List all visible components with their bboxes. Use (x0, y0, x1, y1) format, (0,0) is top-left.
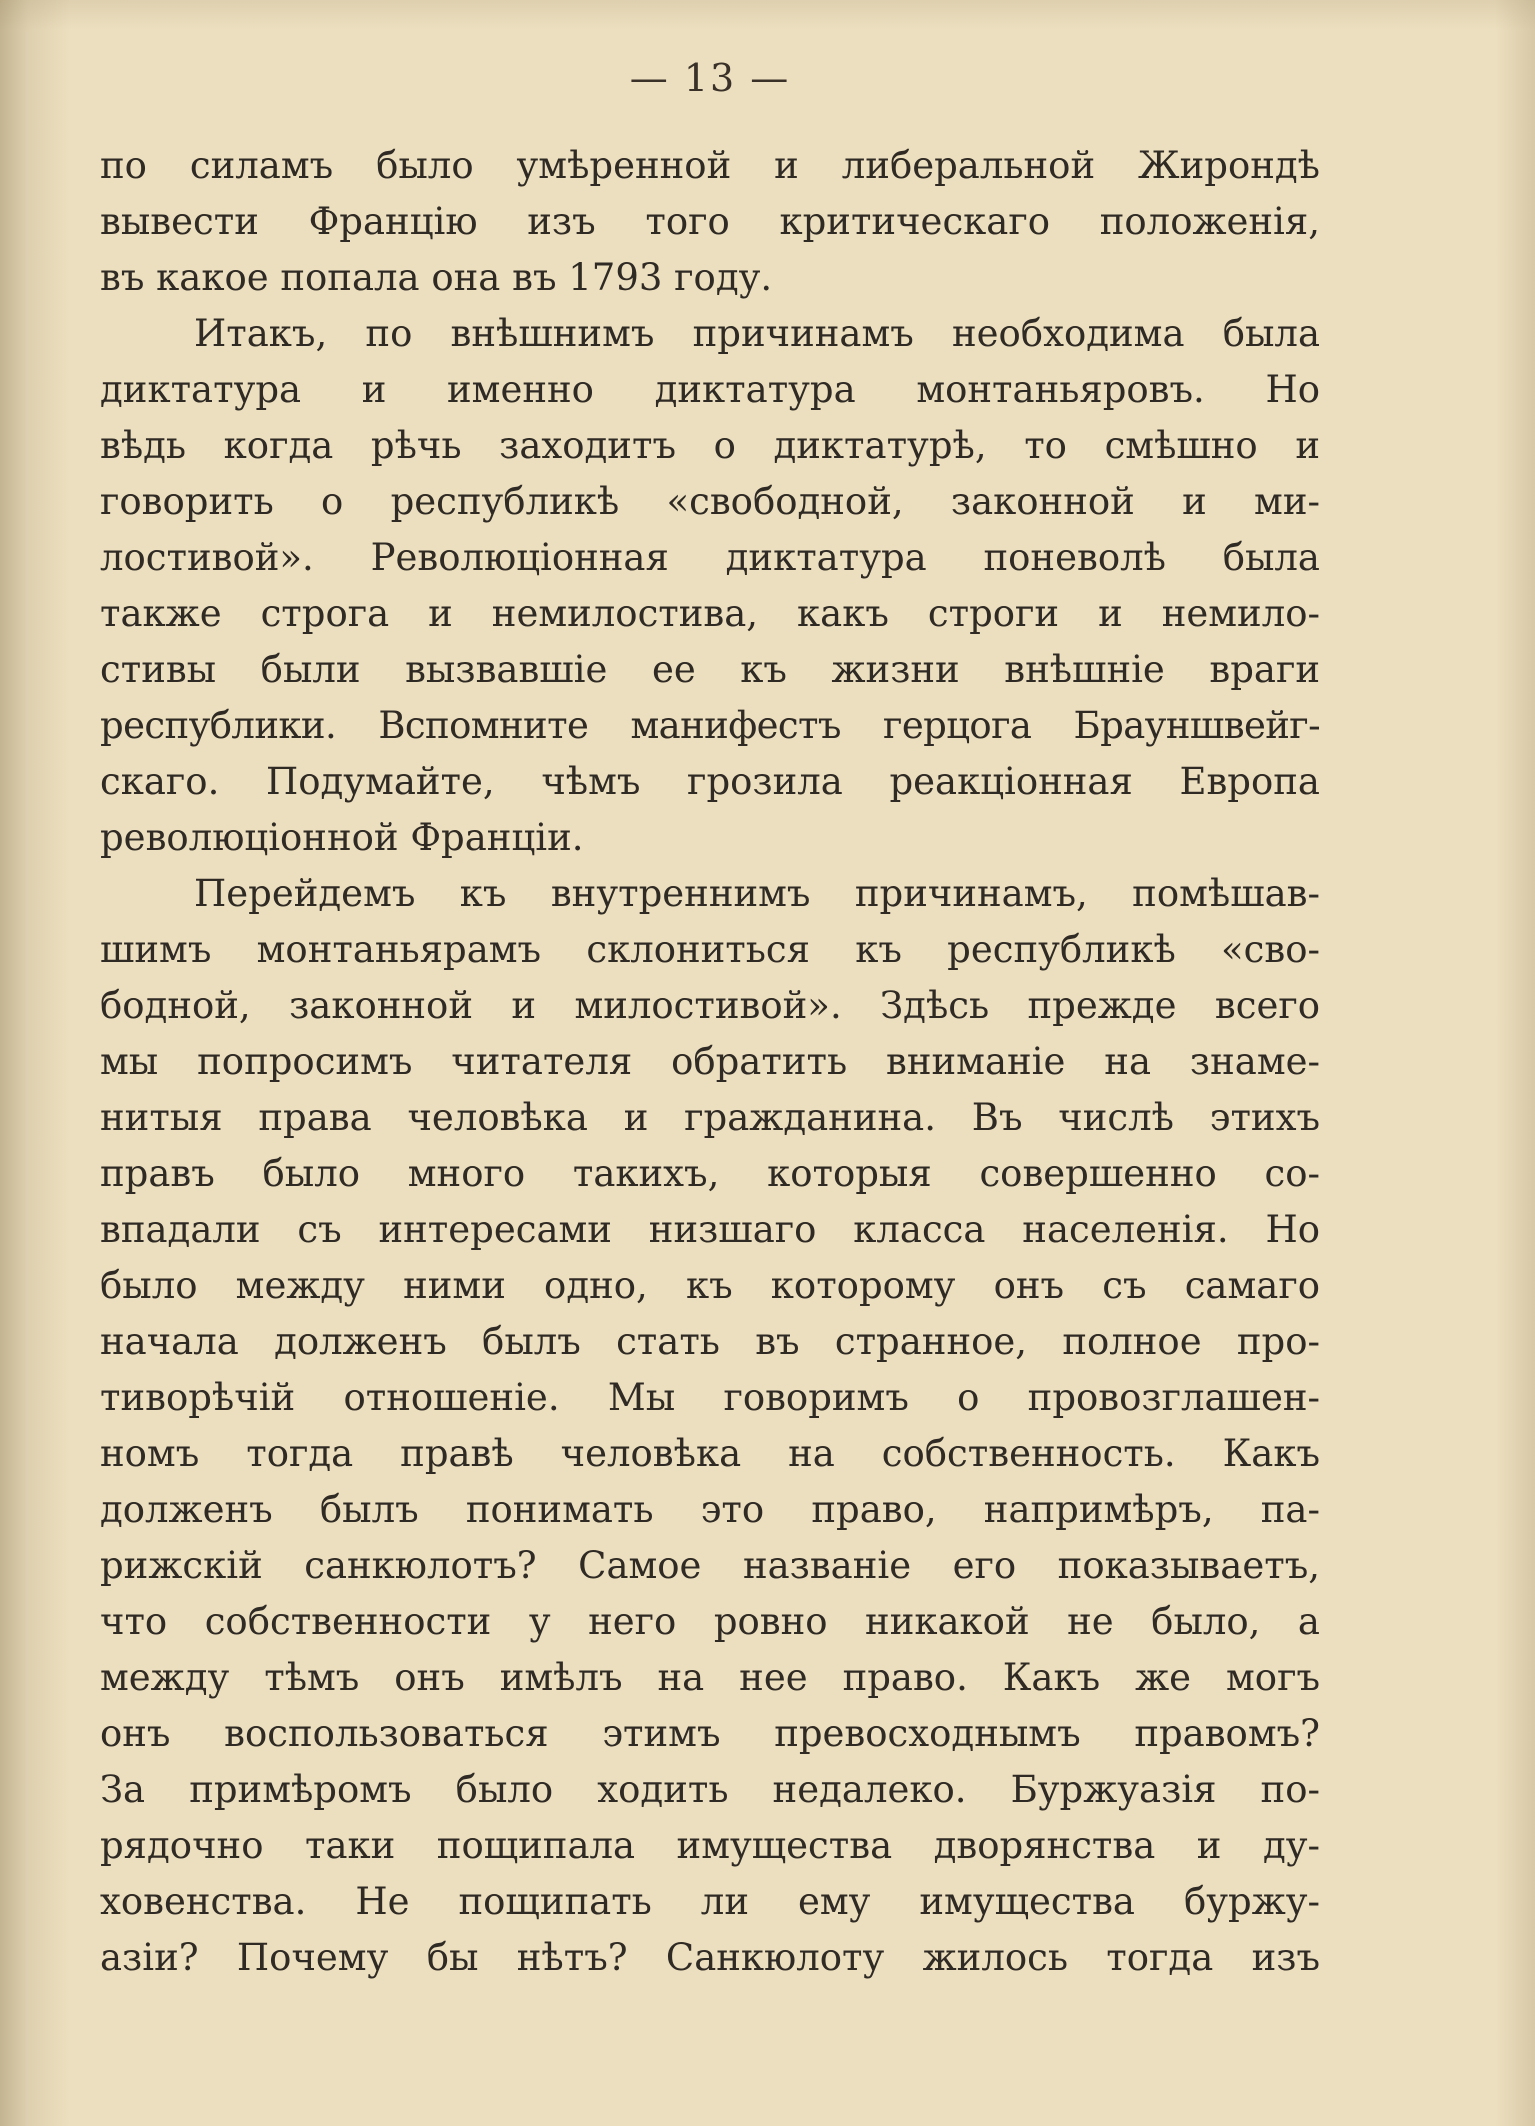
text-line: скаго. Подумайте, чѣмъ грозила реакціонная Европа (100, 760, 1320, 803)
text-line: ховенства. Не пощипать ли ему имущества буржу- (100, 1880, 1320, 1923)
text-line: мы попросимъ читателя обратить вниманіе на знаме- (100, 1040, 1320, 1083)
text-line: шимъ монтаньярамъ склониться къ республикѣ «сво- (100, 928, 1320, 971)
text-line: начала долженъ былъ стать въ странное, полное про- (100, 1320, 1320, 1363)
text-line: что собственности у него ровно никакой не было, а (100, 1600, 1320, 1643)
text-line: по силамъ было умѣренной и либеральной Жирондѣ (100, 144, 1320, 187)
text-line: лостивой». Революціонная диктатура поневолѣ была (100, 536, 1320, 579)
text-line: диктатура и именно диктатура монтаньяровъ. Но (100, 368, 1320, 411)
text-line: стивы были вызвавшіе ее къ жизни внѣшніе враги (100, 648, 1320, 691)
text-line: За примѣромъ было ходить недалеко. Буржуазія по- (100, 1768, 1320, 1811)
body-text (100, 138, 1320, 1986)
text-line: правъ было много такихъ, которыя совершенно со- (100, 1152, 1320, 1195)
text-line: вывести Францію изъ того критическаго положенія, (100, 200, 1320, 243)
text-line: рижскій санкюлотъ? Самое названіе его показываетъ, (100, 1544, 1320, 1587)
text-line: бодной, законной и милостивой». Здѣсь прежде всего (100, 984, 1320, 1027)
text-line: онъ воспользоваться этимъ превосходнымъ правомъ? (100, 1712, 1320, 1755)
paragraph-first-line: Итакъ, по внѣшнимъ причинамъ необходима была (194, 312, 1320, 355)
text-line: впадали съ интересами низшаго класса населенія. Но (100, 1208, 1320, 1251)
text-line: тиворѣчій отношеніе. Мы говоримъ о провозглашен- (100, 1376, 1320, 1419)
page-number: — 13 — (629, 56, 791, 100)
text-line: было между ними одно, къ которому онъ съ самаго (100, 1264, 1320, 1307)
text-line: говорить о республикѣ «свободной, законной и ми- (100, 480, 1320, 523)
text-line: республики. Вспомните манифестъ герцога Брауншвейг- (100, 704, 1320, 747)
text-line: между тѣмъ онъ имѣлъ на нее право. Какъ же могъ (100, 1656, 1320, 1699)
text-line: азіи? Почему бы нѣтъ? Санкюлоту жилось тогда изъ (100, 1936, 1320, 1979)
text-line: революціонной Франціи. (100, 816, 584, 859)
text-line: въ какое попала она въ 1793 году. (100, 256, 773, 299)
text-line: номъ тогда правѣ человѣка на собственность. Какъ (100, 1432, 1320, 1475)
text-line: долженъ былъ понимать это право, напримѣръ, па- (100, 1488, 1320, 1531)
text-line: рядочно таки пощипала имущества дворянства и ду- (100, 1824, 1320, 1867)
text-line: вѣдь когда рѣчь заходитъ о диктатурѣ, то смѣшно и (100, 424, 1320, 467)
text-line: нитыя права человѣка и гражданина. Въ числѣ этихъ (100, 1096, 1320, 1139)
paragraph-first-line: Перейдемъ къ внутреннимъ причинамъ, помѣшав- (194, 872, 1320, 915)
text-line: также строга и немилостива, какъ строги и немило- (100, 592, 1320, 635)
